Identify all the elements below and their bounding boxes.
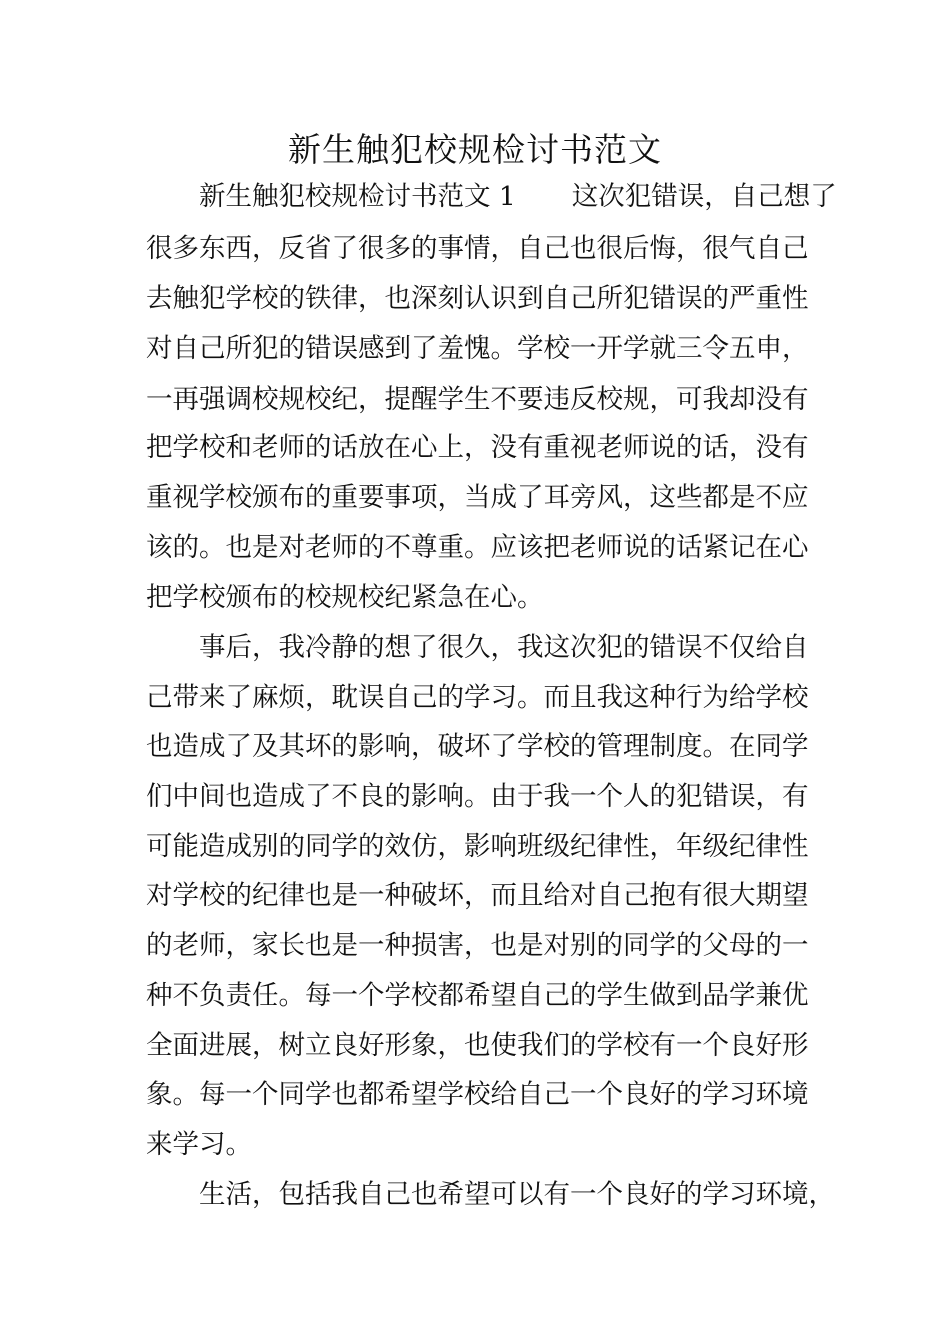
paragraph-2-line: 来学习。: [146, 1129, 252, 1160]
paragraph-1-line: 一再强调校规校纪，提醒学生不要违反校规，可我却没有: [146, 384, 809, 415]
paragraph-1-line: 去触犯学校的铁律，也深刻认识到自己所犯错误的严重性: [146, 283, 809, 314]
paragraph-2-line: 也造成了及其坏的影响，破坏了学校的管理制度。在同学: [146, 731, 809, 762]
paragraph-2-line: 们中间也造成了不良的影响。由于我一个人的犯错误，有: [146, 781, 809, 812]
paragraph-1-line: 该的。也是对老师的不尊重。应该把老师说的话紧记在心: [146, 532, 809, 563]
section-heading: 新生触犯校规检讨书范文 1: [199, 181, 516, 212]
paragraph-2-line: 种不负责任。每一个学校都希望自己的学生做到品学兼优: [146, 980, 809, 1011]
paragraph-2-line: 己带来了麻烦，耽误自己的学习。而且我这种行为给学校: [146, 682, 809, 713]
paragraph-1-line: 很多东西，反省了很多的事情，自己也很后悔，很气自己: [146, 233, 809, 264]
paragraph-1-line: 把学校颁布的校规校纪紧急在心。: [146, 582, 544, 613]
paragraph-2-line: 对学校的纪律也是一种破坏，而且给对自己抱有很大期望: [146, 880, 809, 911]
paragraph-1-line: 把学校和老师的话放在心上，没有重视老师说的话，没有: [146, 432, 809, 463]
paragraph-2-line: 象。每一个同学也都希望学校给自己一个良好的学习环境: [146, 1079, 809, 1110]
paragraph-2-line: 全面进展，树立良好形象，也使我们的学校有一个良好形: [146, 1030, 809, 1061]
paragraph-1-first-line: [199, 177, 837, 217]
paragraph-2-line: 的老师，家长也是一种损害，也是对别的同学的父母的一: [146, 930, 809, 961]
document-title: 新生触犯校规检讨书范文: [288, 130, 662, 169]
paragraph-2-line: 可能造成别的同学的效仿，影响班级纪律性，年级纪律性: [146, 831, 809, 862]
paragraph-1-lead-text: 这次犯错误，自己想了: [571, 181, 837, 212]
paragraph-1-line: 重视学校颁布的重要事项，当成了耳旁风，这些都是不应: [146, 482, 809, 513]
paragraph-3-first-line: 生活，包括我自己也希望可以有一个良好的学习环境，: [199, 1179, 835, 1210]
paragraph-2-first-line: 事后，我冷静的想了很久，我这次犯的错误不仅给自: [199, 632, 809, 663]
paragraph-1-line: 对自己所犯的错误感到了羞愧。学校一开学就三令五申，: [146, 333, 809, 364]
